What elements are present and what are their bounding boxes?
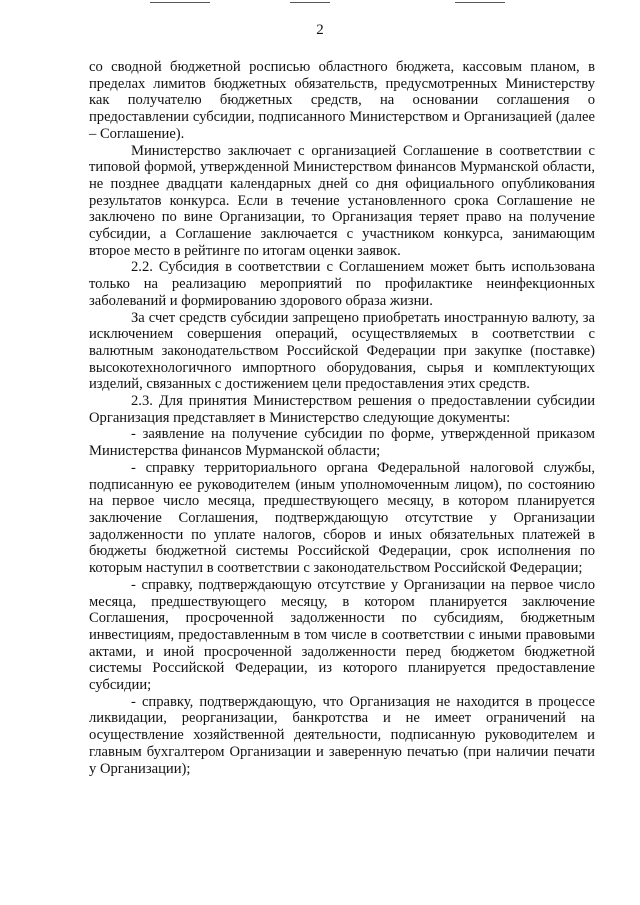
scan-edge-marks <box>0 0 640 6</box>
paragraph: Министерство заключает с организацией Соглашение в соответствии с типовой формой, утвержденной Министерством финансов Мурманской области, не позднее двадцати календарных дней со дня официального опубликования результатов конкурса. Если в течение установленного срока Соглашение не заключено по вине Организации, то Организация теряет право на получение субсидии, а Соглашение заключается с участником конкурса, занимающим второе место в рейтинге по итогам оценки заявок. <box>89 142 595 259</box>
paragraph: со сводной бюджетной росписью областного бюджета, кассовым планом, в пределах лимитов бюджетных обязательств, предусмотренных Министерству как получателю бюджетных средств, на основании соглашения о предоставлении субсидии, подписанного Министерством и Организацией (далее – Соглашение). <box>89 59 595 142</box>
list-item: - заявление на получение субсидии по форме, утвержденной приказом Министерства финансов Мурманской области; <box>89 426 595 460</box>
document-body <box>89 59 595 777</box>
page-number: 2 <box>316 22 324 38</box>
list-item: - справку территориального органа Федеральной налоговой службы, подписанную ее руководителем (иным уполномоченным лицом), по состоянию на первое число месяца, предшествующего месяцу, в котором планируется заключение Соглашения, подтверждающую отсутствие у Организации задолженности по уплате налогов, сборов и иных обязательных платежей в бюджеты бюджетной системы Российской Федерации, срок исполнения по которым наступил в соответствии с законодательством Российской Федерации; <box>89 459 595 577</box>
list-item: - справку, подтверждающую, что Организация не находится в процессе ликвидации, реорганизации, банкротства и не имеет ограничений на осуществление хозяйственной деятельности, подписанную руководителем и главным бухгалтером Организации и заверенную печатью (при наличии печати у Организации); <box>89 693 595 777</box>
paragraph: 2.3. Для принятия Министерством решения о предоставлении субсидии Организация представляет в Министерство следующие документы: <box>89 393 595 426</box>
paragraph: 2.2. Субсидия в соответствии с Соглашением может быть использована только на реализацию мероприятий по профилактике неинфекционных заболеваний и формированию здорового образа жизни. <box>89 259 595 309</box>
paragraph: За счет средств субсидии запрещено приобретать иностранную валюту, за исключением совершения операций, осуществляемых в соответствии с валютным законодательством Российской Федерации при закупке (поставке) высокотехнологичного импортного оборудования, сырья и комплектующих изделий, связанных с достижением цели предоставления этих средств. <box>89 309 595 393</box>
list-item: - справку, подтверждающую отсутствие у Организации на первое число месяца, предшествующего месяцу, в котором планируется заключение Соглашения, просроченной задолженности по субсидиям, бюджетным инвестициям, предоставленным в том числе в соответствии с иными правовыми актами, и иной просроченной задолженности перед бюджетом бюджетной системы Российской Федерации, из которого планируется предоставление субсидии; <box>89 576 595 694</box>
